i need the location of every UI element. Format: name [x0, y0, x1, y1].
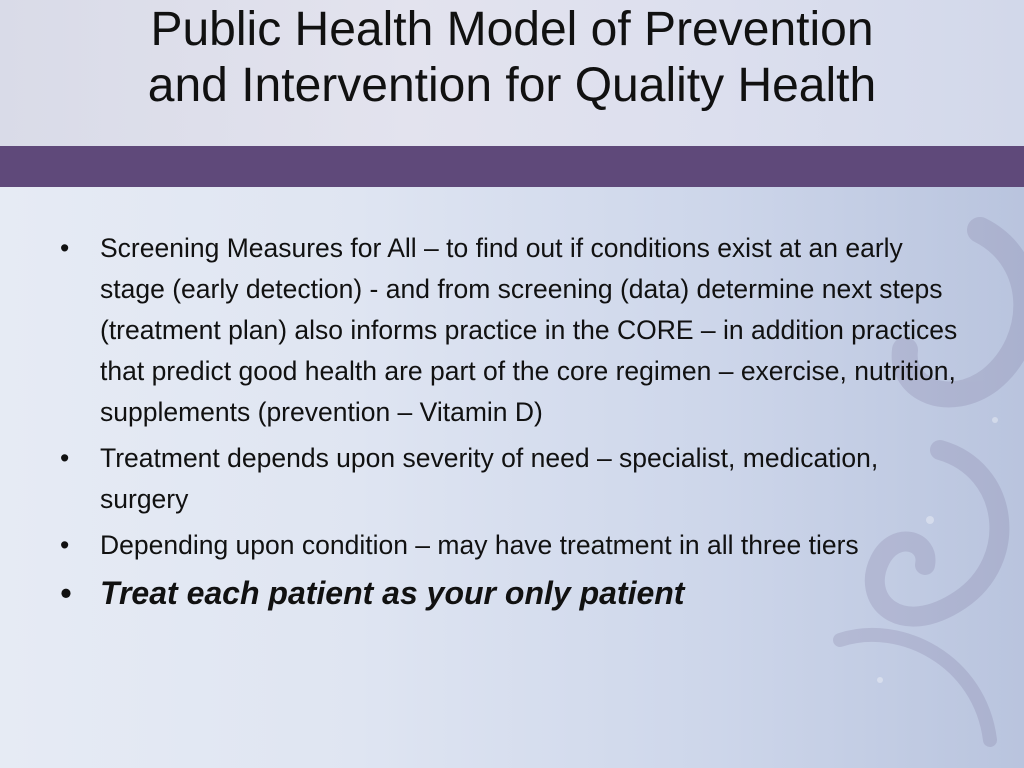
slide-title-line-2: and Intervention for Quality Health	[147, 59, 877, 112]
bullet-text: Depending upon condition – may have treatment in all three tiers	[100, 530, 859, 560]
bullet-text: Treatment depends upon severity of need – specialist, medication, surgery	[100, 443, 879, 514]
bullet-list	[60, 228, 970, 620]
bullet-dot-icon: •	[60, 530, 70, 560]
bullet-dot-icon: •	[60, 443, 70, 473]
bullet-text: Screening Measures for All – to find out if conditions exist at an early stage (early detection) - and from screening (data) determine next steps (treatment plan) also informs practice in the CORE – in addition practices that predict good health are part of the core regimen – exercise, nutrition, supplements (prevention – Vitamin D)	[100, 233, 958, 427]
title-area	[0, 0, 1024, 146]
bullet-text-emphasis: Treat each patient as your only patient	[100, 575, 685, 611]
slide-title-line-1: Public Health Model of Prevention	[150, 3, 874, 56]
bullet-dot-icon: •	[60, 575, 72, 611]
bullet-item-condition	[60, 525, 970, 566]
bullet-item-emphasis	[60, 571, 970, 615]
slide-title	[0, 2, 1024, 114]
bullet-item-screening	[60, 228, 970, 433]
bullet-item-treatment	[60, 438, 970, 520]
bullet-dot-icon: •	[60, 233, 70, 263]
title-divider-band	[0, 146, 1024, 187]
